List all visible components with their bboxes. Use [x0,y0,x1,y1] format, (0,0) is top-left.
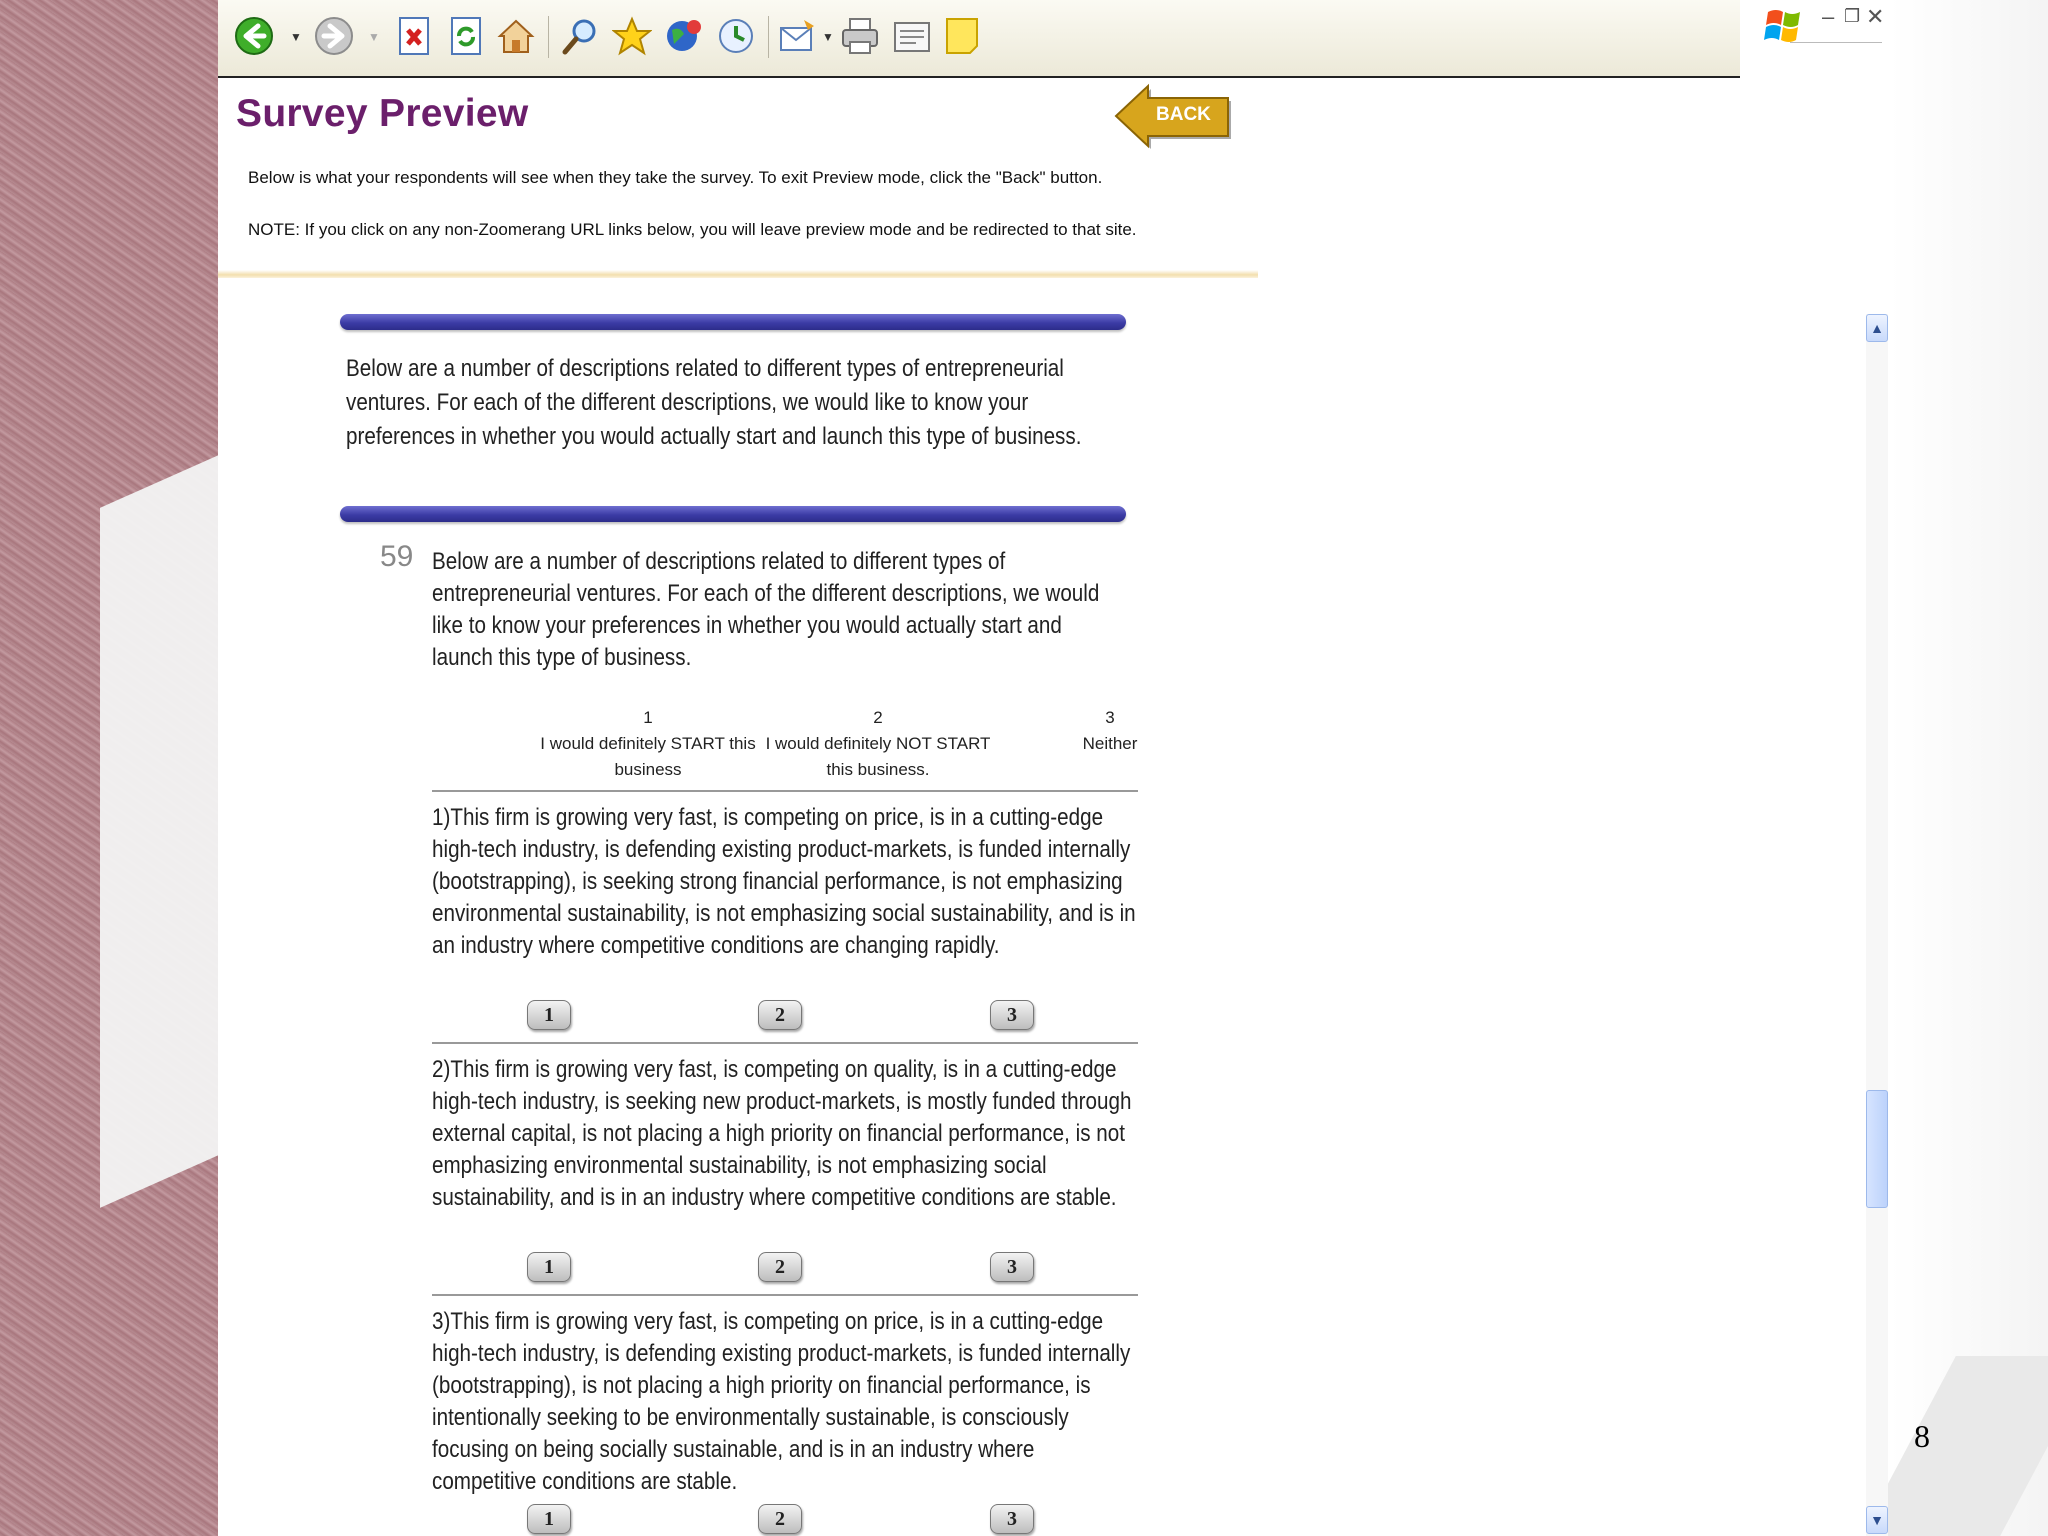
edit-icon[interactable] [890,14,934,58]
slide-background-left [0,0,220,1536]
back-button-label: BACK [1156,104,1211,125]
matrix-row-text: 3)This firm is growing very fast, is competing on price, is in a cutting-edge high-tech industry, is defending existing product-markets, is funded internally (bootstrapping), is not placing a high priority on financial performance, is intentionally seeking to be environmentally sustainable, is consciously focusing on being socially sustainable, and is in an industry where competitive conditions are stable. [432,1308,1131,1495]
scroll-down-icon[interactable]: ▼ [1866,1506,1888,1534]
slide-background-right [1890,0,2048,1536]
window-controls-divider [1790,42,1882,43]
row-divider [432,1042,1138,1044]
refresh-icon[interactable] [444,14,488,58]
section-divider-bar [340,314,1126,330]
rating-button-3[interactable]: 3 [990,1000,1034,1030]
back-button[interactable] [1114,82,1232,152]
scale-label: I would definitely START this business [540,734,756,779]
browser-window [218,0,1888,1536]
window-controls [1740,0,1888,76]
scale-number: 1 [643,708,653,727]
toolbar-separator [548,16,549,58]
print-icon[interactable] [838,14,882,58]
forward-arrow-icon[interactable] [312,14,356,58]
rating-button-2[interactable]: 2 [758,1000,802,1030]
close-icon[interactable]: ✕ [1866,4,1885,29]
notes-icon[interactable] [940,14,984,58]
mail-icon[interactable] [776,14,820,58]
section-divider-bar [340,506,1126,522]
row-divider [432,1294,1138,1296]
back-arrow-icon[interactable] [232,14,276,58]
rating-button-1[interactable]: 1 [527,1252,571,1282]
browser-toolbar [218,0,1740,78]
scale-label: Neither [1082,734,1138,753]
stop-icon[interactable] [392,14,436,58]
preview-note: NOTE: If you click on any non-Zoomerang URL links below, you will leave preview mode and be redirected to that site. [248,220,1137,239]
preview-instructions: Below is what your respondents will see when they take the survey. To exit Preview mode, click the "Back" button. [248,168,1103,187]
scale-header-3 [992,705,1228,757]
question-text: Below are a number of descriptions related to different types of entrepreneurial ventures. For each of the different descriptions, we would like to know your preferences in whether you would actually start and launch this type of business. [432,548,1100,671]
background-shape [100,392,220,1208]
rating-button-1[interactable]: 1 [527,1504,571,1534]
page-title: Survey Preview [236,92,529,135]
chevron-down-icon[interactable]: ▼ [368,30,380,44]
scrollbar-thumb[interactable] [1866,1090,1888,1208]
history-icon[interactable] [714,14,758,58]
rating-button-2[interactable]: 2 [758,1504,802,1534]
restore-icon[interactable]: ❐ [1844,6,1861,26]
matrix-row-text: 2)This firm is growing very fast, is competing on quality, is in a cutting-edge high-tech industry, is seeking new product-markets, is mostly funded through external capital, is not placing a high priority on financial performance, is not emphasizing environmental sustainability, is not emphasizing social sustainability, and is in an industry where competitive conditions are stable. [432,1056,1132,1211]
row-divider [432,790,1138,792]
toolbar-separator [768,16,769,58]
header-divider [218,270,1258,278]
minimize-icon[interactable]: – [1822,4,1835,29]
rating-button-3[interactable]: 3 [990,1252,1034,1282]
rating-button-1[interactable]: 1 [527,1000,571,1030]
slide-page-number: 8 [1914,1418,1930,1454]
question-number: 59 [380,540,414,573]
chevron-down-icon[interactable]: ▼ [822,30,834,44]
matrix-row-text: 1)This firm is growing very fast, is competing on price, is in a cutting-edge high-tech industry, is defending existing product-markets, is funded internally (bootstrapping), is seeking strong financial performance, is not emphasizing environmental sustainability, is not emphasizing social sustainability, and is in an industry where competitive conditions are changing rapidly. [432,804,1136,959]
rating-button-2[interactable]: 2 [758,1252,802,1282]
background-shape [1860,1356,2048,1536]
media-globe-icon[interactable] [662,14,706,58]
chevron-down-icon[interactable]: ▼ [290,30,302,44]
scale-number: 2 [873,708,883,727]
survey-description: Below are a number of descriptions related to different types of entrepreneurial ventures. For each of the different descriptions, we would like to know your preferences in whether you would actually start and launch this type of business. [346,355,1082,450]
scale-header-1 [530,705,766,783]
scale-header-2 [760,705,996,783]
rating-button-3[interactable]: 3 [990,1504,1034,1534]
scroll-up-icon[interactable]: ▲ [1866,314,1888,342]
scale-number: 3 [1105,708,1115,727]
home-icon[interactable] [494,14,538,58]
scale-label: I would definitely NOT START this business. [765,734,991,779]
search-icon[interactable] [558,14,602,58]
vertical-scrollbar[interactable] [1866,314,1888,1536]
favorites-star-icon[interactable] [610,14,654,58]
